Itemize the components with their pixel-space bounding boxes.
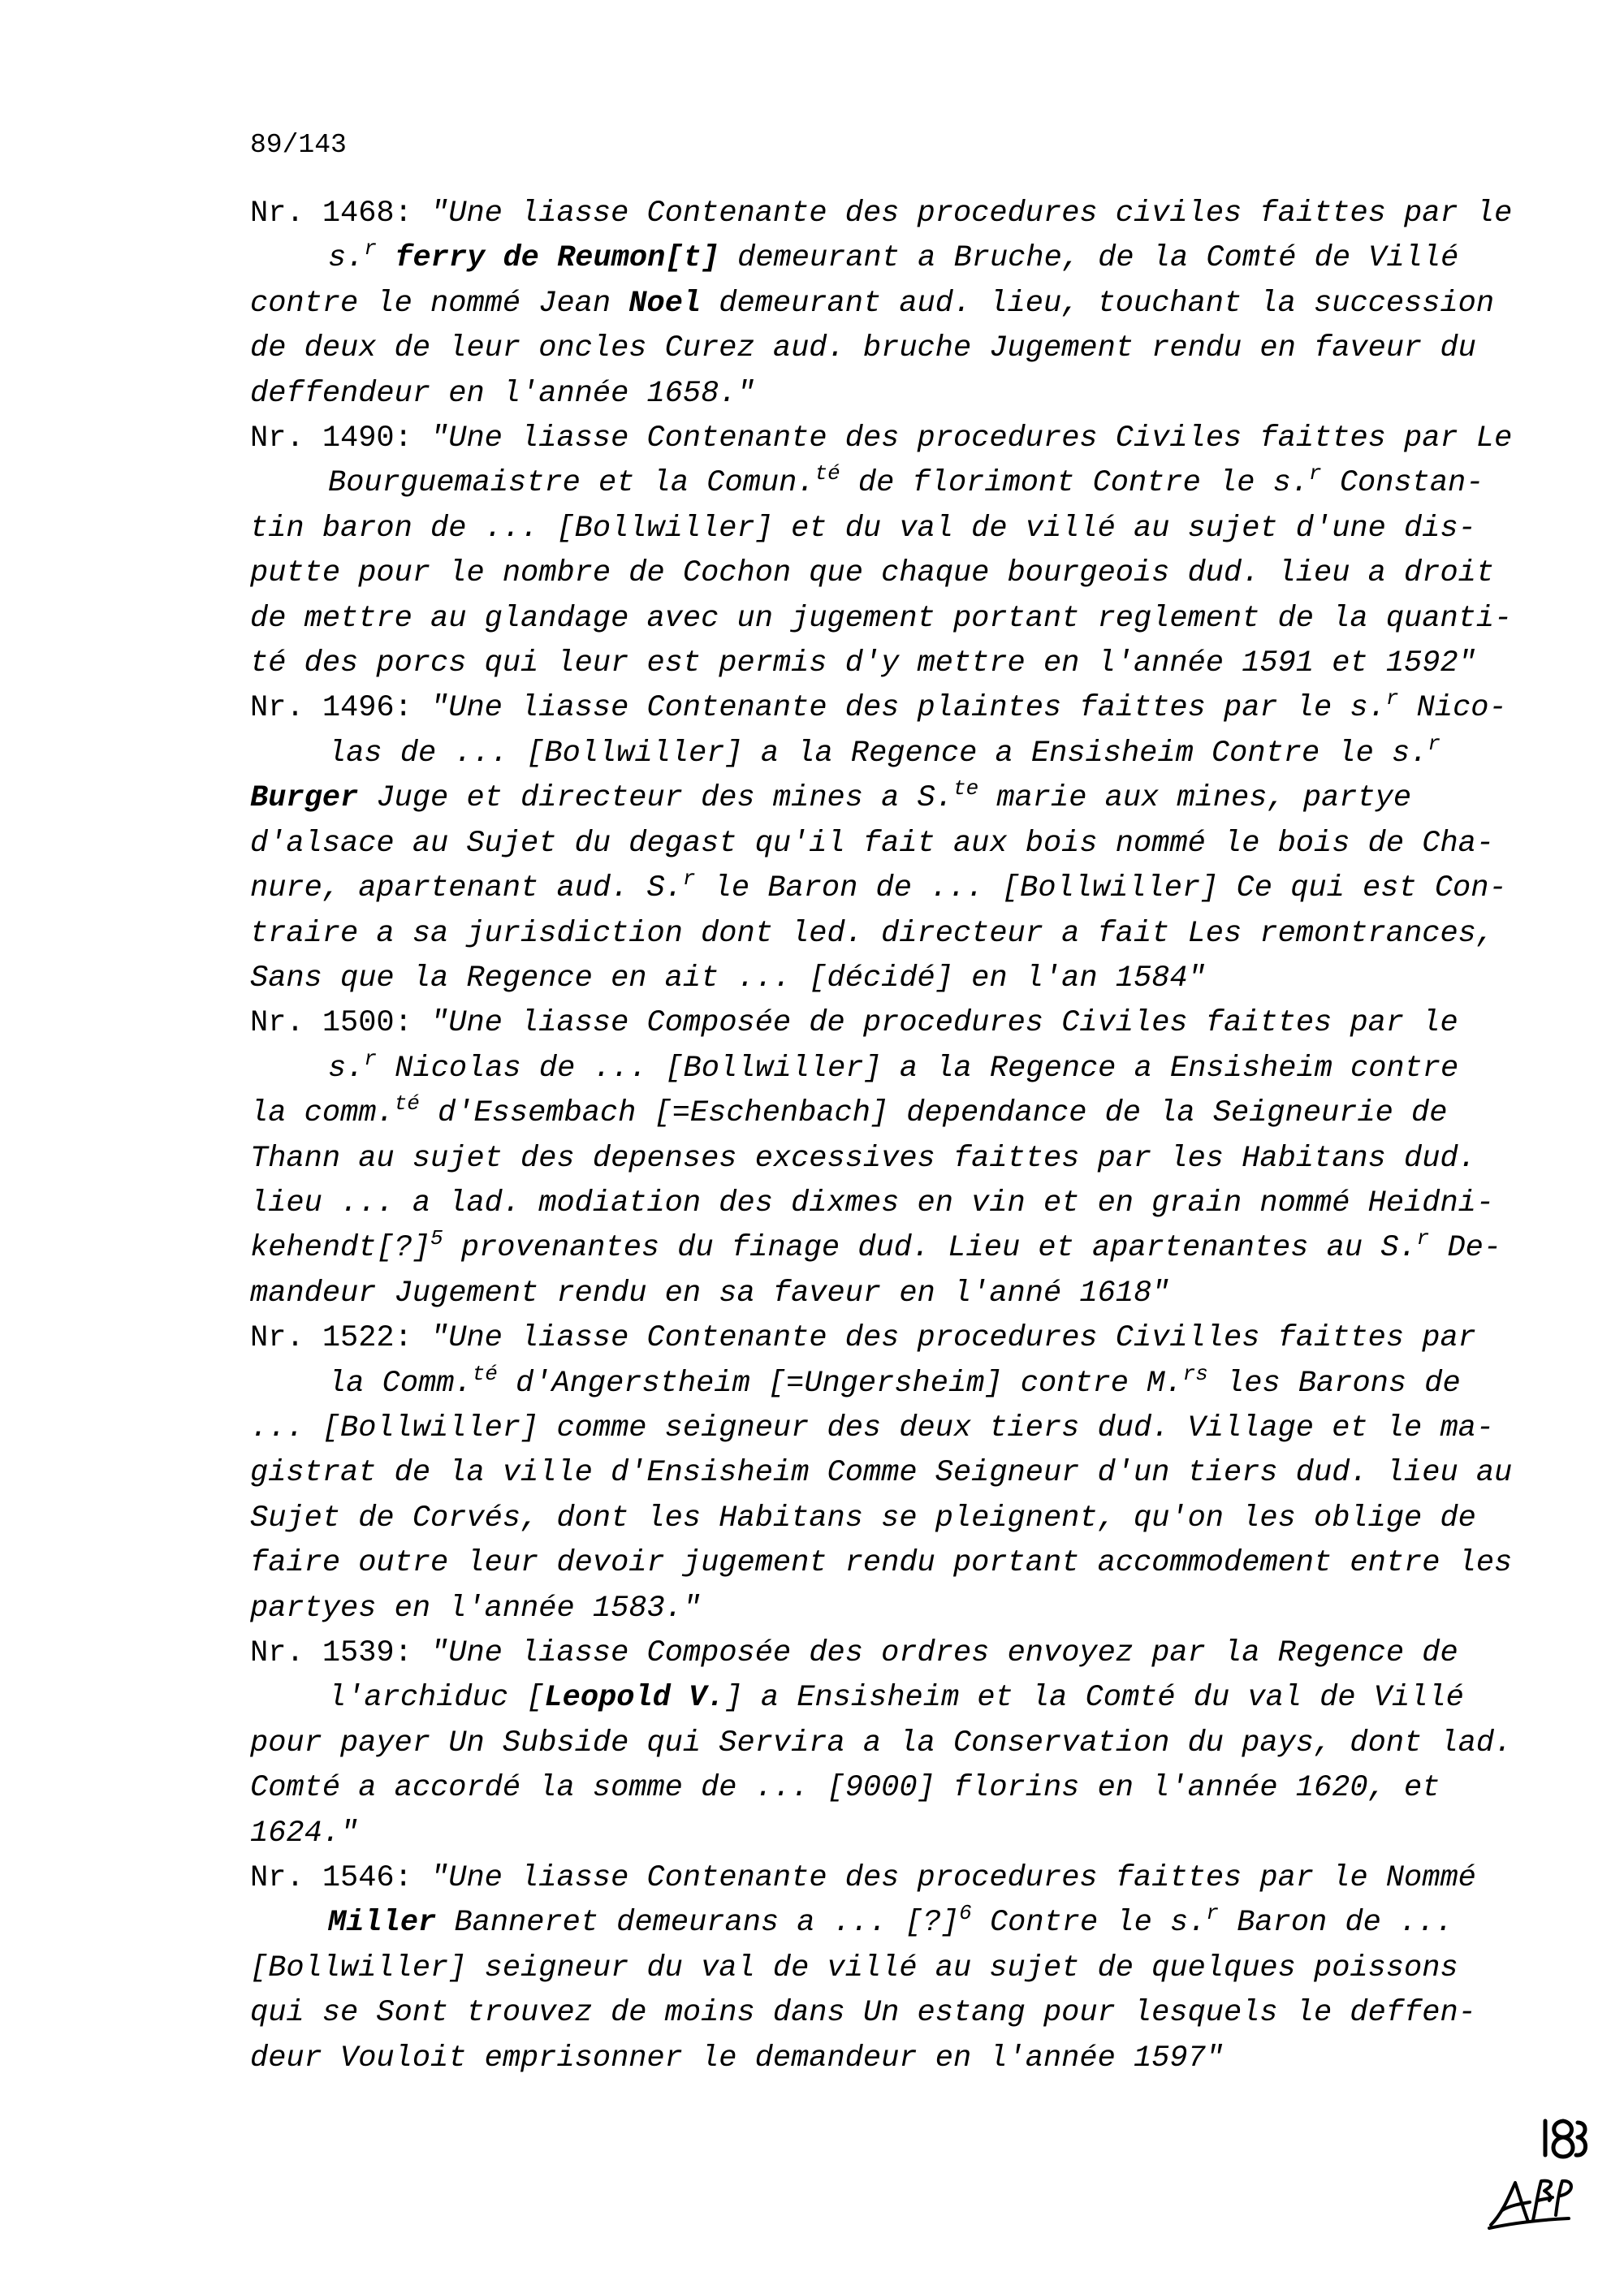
entry-line [250,912,1509,957]
entry-line [250,822,1509,866]
superscript: r [1309,461,1322,486]
superscript: r [364,1046,378,1071]
entry-line [250,1901,1509,1946]
superscript: te [952,776,979,801]
entry-text: Sujet de Corvés, dont les Habitans se pleignent, qu'on les oblige de [250,1501,1476,1536]
superscript: rs [1182,1361,1208,1386]
entry-line [250,866,1509,911]
entry-text: d'Angerstheim [=Ungersheim] contre M. [497,1366,1183,1401]
entry-text: "Une liasse Contenante des procedures faittes par le Nommé [430,1861,1476,1896]
entry-text: "Une liasse Composée de procedures Civiles faittes par le [430,1006,1458,1041]
entry-text: kehendt[?] [250,1231,431,1266]
entry-text: la Comm. [328,1366,473,1401]
bold-name: Miller [328,1906,437,1941]
entry-text: gistrat de la ville d'Ensisheim Comme Seigneur d'un tiers dud. lieu au [250,1456,1513,1491]
superscript: r [1206,1901,1220,1926]
entry-text: qui se Sont trouvez de moins dans Un estang pour lesquels le deffen- [250,1996,1476,2031]
entry-line [250,1181,1509,1226]
archive-entry [250,417,1513,686]
entry-line [250,1272,1509,1316]
entry-line [250,1946,1509,1991]
entry-text: d'Essembach [=Eschenbach] dependance de la Seigneurie de [419,1096,1448,1131]
entry-text: deffendeur en l'année 1658." [250,376,755,411]
entry-line [250,417,1513,461]
entry-number: Nr. 1468: [250,197,412,231]
superscript: r [1427,731,1441,756]
entry-text: Comté a accordé la somme de ... [9000] florins en l'année 1620, et [250,1771,1440,1806]
entry-text: contre le nommé Jean [250,286,629,321]
entry-line [250,1001,1509,1046]
entry-line [250,236,1509,281]
entry-text: Contre le s. [971,1906,1207,1941]
bold-name: Leopold V. [544,1681,725,1716]
entry-line [250,1856,1509,1901]
entry-text: Constan- [1321,466,1484,501]
archive-entry [250,686,1509,1001]
entry-line [250,1721,1513,1766]
entry-text: de florimont Contre le s. [840,466,1310,501]
entry-line [250,461,1509,506]
entry-text: tin baron de ... [Bollwiller] et du val de villé au sujet d'une dis- [250,511,1476,546]
entry-text: de deux de leur oncles Curez aud. bruche Jugement rendu en faveur du [250,331,1476,366]
entry-text: de mettre au glandage avec un jugement portant reglement de la quanti- [250,601,1513,636]
superscript: r [1385,686,1399,711]
entry-text: 1624." [250,1816,359,1851]
entry-number: Nr. 1546: [250,1861,412,1896]
entry-text: las de ... [Bollwiller] a la Regence a Ensisheim Contre le s. [328,736,1428,771]
entry-line [250,192,1513,236]
entry-text: Nicolas de ... [Bollwiller] a la Regence a Ensisheim contre [377,1051,1459,1086]
entry-text: Nico- [1398,691,1507,726]
superscript: r [1416,1226,1430,1251]
entry-text: Banneret demeurans a ... [?] [436,1906,960,1941]
entry-line [250,282,1509,326]
superscript: r [364,236,378,261]
archive-entry [250,192,1513,417]
handwritten-initials [1488,2173,1577,2230]
entry-number: Nr. 1496: [250,691,412,726]
entry-line [250,686,1509,731]
archive-entry [250,1316,1513,1631]
entry-text: s. [328,241,365,276]
bold-name: ferry de Reumon[t] [395,241,719,276]
entry-text: Sans que la Regence en ait ... [décidé] en l'an 1584" [250,961,1206,996]
entry-line [250,551,1509,596]
superscript: té [394,1091,420,1117]
entry-list [250,192,1513,2081]
entry-text: deur Vouloit emprisonner le demandeur en l'année 1597" [250,2041,1224,2076]
entry-line [250,1587,1509,1631]
entry-text: "Une liasse Contenante des procedures Civilles faittes par [430,1321,1476,1356]
superscript: 5 [430,1226,443,1251]
entry-text: [Bollwiller] seigneur du val de villé au sujet de quelques poissons [250,1950,1458,1985]
entry-text: s. [328,1051,365,1086]
entry-text: partyes en l'année 1583." [250,1591,702,1626]
entry-line [250,1316,1509,1361]
entry-text: "Une liasse Contenante des procedures civiles faittes par le [430,197,1513,231]
handwritten-folio-mark [1539,2113,1589,2162]
bold-name: Noel [628,286,702,321]
entry-line [250,1631,1509,1676]
entry-line [250,732,1509,776]
entry-line [250,1047,1509,1091]
entry-line [250,776,1509,821]
entry-text: té des porcs qui leur est permis d'y mettre en l'année 1591 et 1592" [250,646,1476,681]
entry-text: Baron de ... [1219,1906,1453,1941]
entry-line [250,957,1509,1001]
entry-line [250,1091,1509,1136]
archive-entry [250,1631,1513,1856]
entry-text: ] a Ensisheim et la Comté du val de Villé [724,1681,1464,1716]
entry-line [250,1766,1509,1811]
entry-text: nure, apartenant aud. S. [250,871,683,906]
entry-text: pour payer Un Subside qui Servira a la Conservation du pays, dont lad. [250,1726,1513,1760]
entry-line [250,1676,1509,1721]
entry-text: faire outre leur devoir jugement rendu portant accommodement entre les [250,1546,1513,1581]
entry-text: provenantes du finage dud. Lieu et apartenantes au S. [443,1231,1417,1266]
entry-text: demeurant aud. lieu, touchant la succession [701,286,1495,321]
entry-text: marie aux mines, partye [978,781,1412,816]
entry-line [250,1812,1509,1856]
entry-line [250,1406,1509,1451]
entry-text: "Une liasse Composée des ordres envoyez par la Regence de [430,1636,1458,1670]
entry-line [250,326,1509,371]
entry-line [250,597,1513,641]
entry-text: mandeur Jugement rendu en sa faveur en l'anné 1618" [250,1276,1170,1311]
entry-number: Nr. 1500: [250,1006,412,1041]
entry-text [377,241,395,275]
entry-text: demeurant a Bruche, de la Comté de Villé [719,241,1459,276]
entry-line [250,372,1509,417]
entry-text: l'archiduc [ [328,1681,545,1716]
archive-entry [250,1856,1509,2081]
entry-text: Juge et directeur des mines a S. [358,781,953,816]
entry-line [250,1541,1513,1586]
superscript: té [472,1361,498,1386]
superscript: té [814,461,840,486]
entry-text: Bourguemaistre et la Comun. [328,466,815,501]
entry-line [250,1497,1509,1541]
superscript: r [682,866,696,892]
entry-text: "Une liasse Contenante des plaintes faittes par le s. [430,691,1386,726]
entry-text: De- [1429,1231,1502,1266]
entry-number: Nr. 1522: [250,1321,412,1356]
entry-line [250,1137,1509,1181]
entry-text: les Barons de [1207,1366,1461,1401]
entry-text: ... [Bollwiller] comme seigneur des deux tiers dud. Village et le ma- [250,1410,1495,1445]
entry-line [250,1362,1509,1406]
bold-name: Burger [250,781,359,816]
entry-text: traire a sa jurisdiction dont led. directeur a fait Les remontrances, [250,916,1495,951]
entry-text: "Une liasse Contenante des procedures Civiles faittes par Le [430,421,1513,456]
page-number: 89/143 [250,130,347,160]
entry-line [250,507,1509,551]
entry-line [250,2037,1509,2081]
archive-entry [250,1001,1509,1316]
entry-number: Nr. 1490: [250,421,412,456]
entry-line [250,1451,1513,1496]
entry-text: putte pour le nombre de Cochon que chaque bourgeois dud. lieu a droit [250,556,1495,591]
entry-number: Nr. 1539: [250,1636,412,1670]
entry-line [250,1226,1509,1271]
entry-line [250,641,1509,686]
entry-text: d'alsace au Sujet du degast qu'il fait aux bois nommé le bois de Cha- [250,826,1495,861]
entry-text: le Baron de ... [Bollwiller] Ce qui est Con- [695,871,1507,906]
entry-text: lieu ... a lad. modiation des dixmes en vin et en grain nommé Heidni- [250,1186,1495,1220]
entry-text: la comm. [250,1096,395,1131]
superscript: 6 [959,1901,972,1926]
entry-text: Thann au sujet des depenses excessives faittes par les Habitans dud. [250,1141,1476,1176]
entry-line [250,1991,1509,2036]
